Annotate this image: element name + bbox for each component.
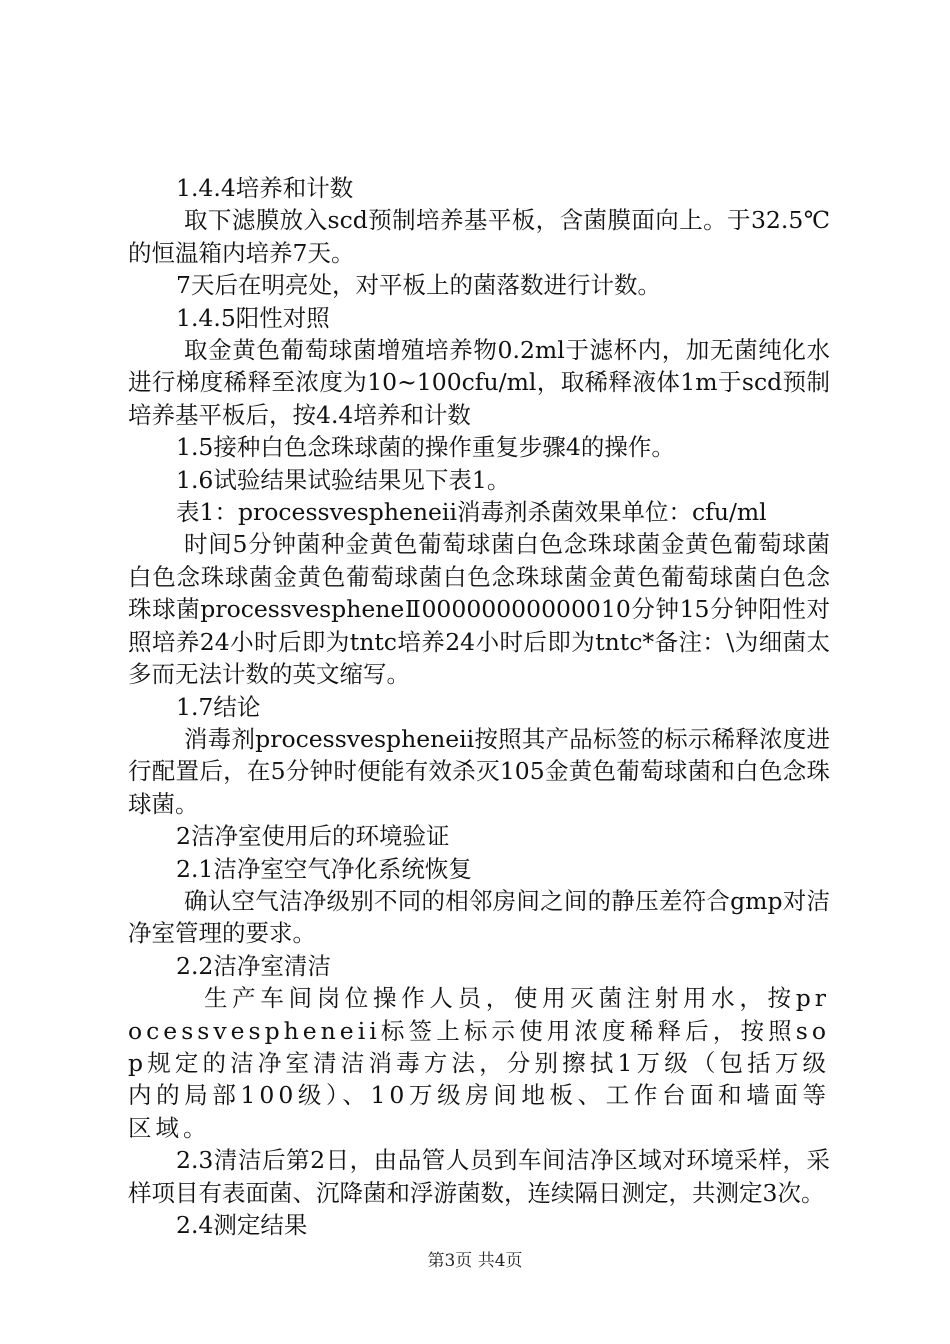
heading-2-1: 2.1洁净室空气净化系统恢复 — [176, 854, 472, 883]
paragraph-2-3: 2.3清洁后第2日，由品管人员到车间洁净区域对环境采样，采样项目有表面菌、沉降菌和浮游菌数，连续隔日测定，共测定3次。 — [128, 1146, 830, 1207]
heading-2: 2洁净室使用后的环境验证 — [176, 822, 450, 851]
paragraph-colony-count: 7天后在明亮处，对平板上的菌落数进行计数。 — [176, 271, 661, 300]
paragraph-cleanroom-cleaning: 生产车间岗位操作人员，使用灭菌注射用水，按processvespheneii标签上标示使用浓度稀释后，按照sop规定的洁净室清洁消毒方法，分别擦拭1万级（包括万级内的局部100级）、10万级房间地板、工作台面和墙面等区域。 — [128, 984, 830, 1142]
paragraph-1-6: 1.6试验结果试验结果见下表1。 — [176, 465, 511, 494]
paragraph-table-content: 时间5分钟菌种金黄色葡萄球菌白色念珠球菌金黄色葡萄球菌白色念珠球菌金黄色葡萄球菌白色念珠球菌金黄色葡萄球菌白色念珠球菌processvespheneⅡ00000000000010分钟15分钟阳性对照培养24小时后即为tntc培养24小时后即为tntc*备注：\为细菌太多而无法计数的英文缩写。 — [128, 530, 830, 689]
heading-2-2: 2.2洁净室清洁 — [176, 951, 331, 980]
heading-1-4-5: 1.4.5阳性对照 — [176, 303, 330, 332]
paragraph-pressure-difference: 确认空气洁净级别不同的相邻房间之间的静压差符合gmp对洁净室管理的要求。 — [128, 886, 830, 948]
table-caption: 表1：processvespheneii消毒剂杀菌效果单位：cfu/ml — [176, 498, 767, 527]
heading-1-4-4: 1.4.4培养和计数 — [176, 174, 354, 202]
paragraph-positive-control: 取金黄色葡萄球菌增殖培养物0.2ml于滤杯内，加无菌纯化水进行梯度稀释至浓度为10~100cfu/ml，取稀释液体1m于scd预制培养基平板后，按4.4培养和计数 — [128, 336, 830, 429]
paragraph-conclusion: 消毒剂processvespheneii按照其产品标签的标示稀释浓度进行配置后，在5分钟时便能有效杀灭105金黄色葡萄球菌和白色念珠球菌。 — [128, 724, 830, 818]
page-footer: 第3页 共4页 — [427, 1251, 523, 1271]
heading-1-7: 1.7结论 — [176, 692, 261, 721]
paragraph-filter-membrane: 取下滤膜放入scd预制培养基平板，含菌膜面向上。于32.5℃的恒温箱内培养7天。 — [128, 206, 830, 267]
heading-2-4: 2.4测定结果 — [176, 1211, 308, 1239]
paragraph-1-5: 1.5接种白色念珠球菌的操作重复步骤4的操作。 — [176, 433, 675, 462]
document-body — [128, 172, 830, 1241]
